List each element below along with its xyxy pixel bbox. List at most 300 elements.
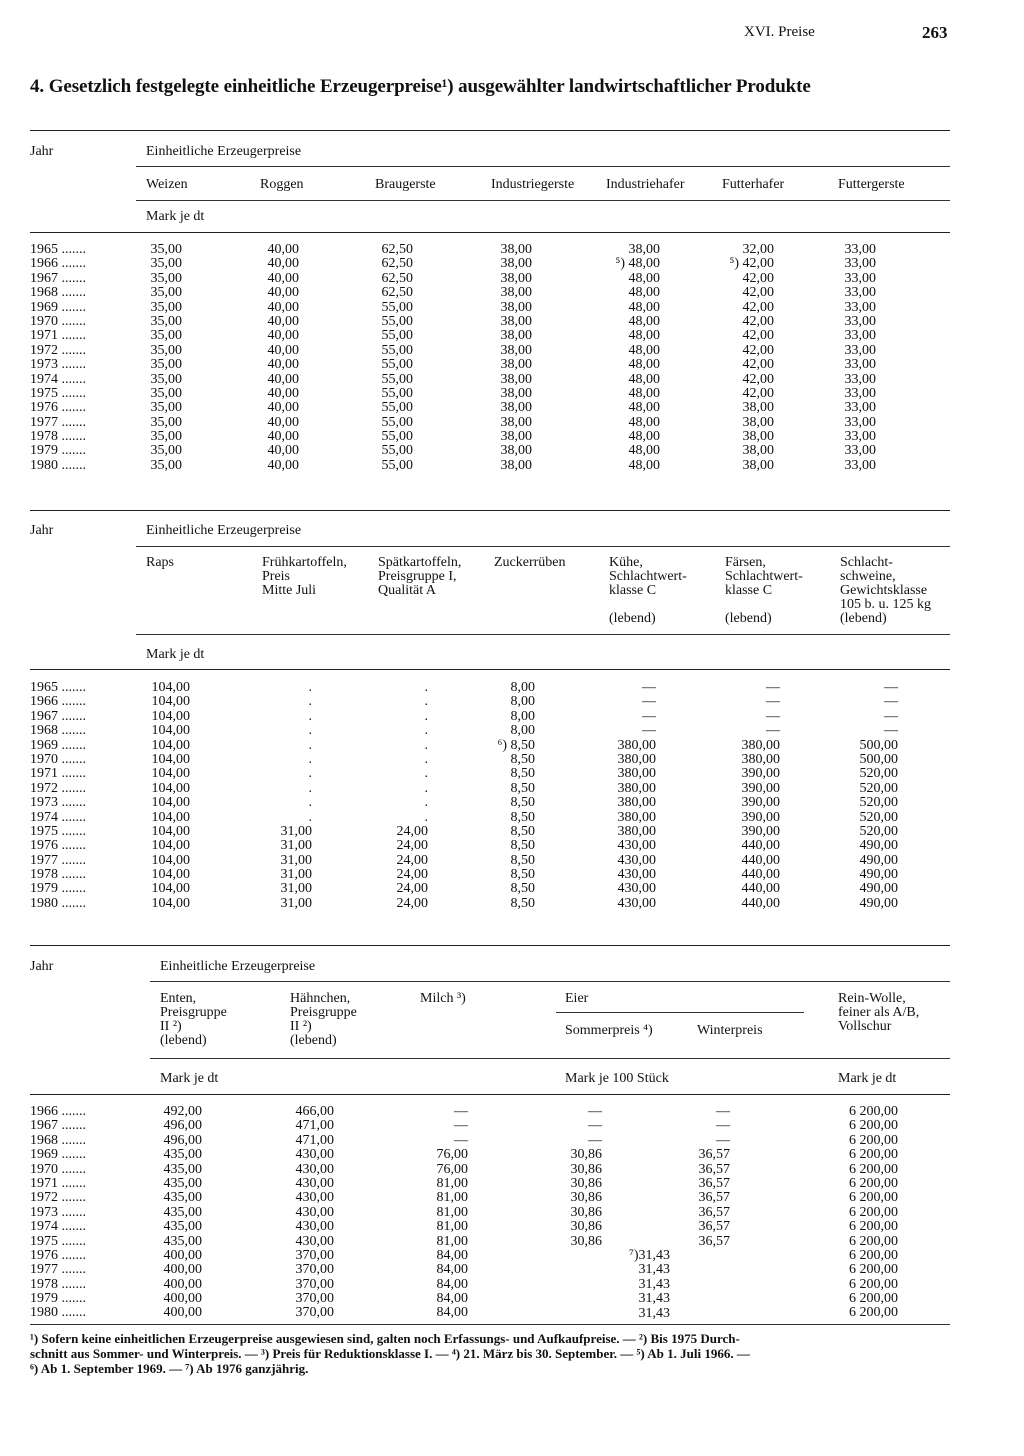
column-header: Enten, [160,991,197,1006]
column-header: Rein-Wolle, [838,991,906,1006]
table-cell: 55,00 [381,457,413,473]
table-cell: 38,00 [500,270,532,286]
table-cell: 490,00 [859,867,898,883]
table-cell: 40,00 [267,328,299,344]
column-header: klasse C [609,583,657,598]
table-cell: 520,00 [859,795,898,811]
table-cell: 35,00 [150,328,182,344]
year-column [30,681,130,911]
table-cell: 6 200,00 [849,1276,898,1292]
table-cell: 435,00 [163,1161,202,1177]
table-cell: 1975 ....... [30,385,86,401]
table-cell: 38,00 [500,256,532,272]
table-cell: 38,00 [500,414,532,430]
table-cell: 6 200,00 [849,1132,898,1148]
table-cell: — [454,1104,468,1119]
table-cell: 1980 ....... [30,457,86,473]
table-cell: 380,00 [617,751,656,767]
table-cell [686,1292,730,1306]
table-cell: 24,00 [396,895,428,911]
table-cell: 1967 ....... [30,708,86,724]
table2-year-label: Jahr [30,523,54,538]
table-cell: ⁵) 48,00 [615,256,660,272]
table-cell: 30,86 [570,1204,602,1220]
table-cell: 500,00 [859,737,898,753]
table-cell: 370,00 [295,1247,334,1263]
table-cell: 490,00 [859,838,898,854]
table-cell: 490,00 [859,881,898,897]
table-cell: 38,00 [500,285,532,301]
table-cell: 40,00 [267,400,299,416]
table-cell: 1969 ....... [30,299,86,315]
table-cell: 6 200,00 [849,1104,898,1119]
table-cell: 430,00 [295,1233,334,1249]
table-cell [686,1278,730,1292]
table-cell: 38,00 [742,457,774,473]
table-cell: 6 200,00 [849,1247,898,1263]
table-cell: 35,00 [150,299,182,315]
table-cell: 81,00 [436,1204,468,1220]
table-cell: 6 200,00 [849,1233,898,1249]
column-header: Qualität A [378,583,436,598]
table-cell: 48,00 [628,357,660,373]
table-cell: 76,00 [436,1161,468,1177]
column-header: Zuckerrüben [494,555,566,570]
table-cell: 40,00 [267,242,299,257]
table-cell: 104,00 [151,895,190,911]
table-cell [554,1249,602,1263]
table-cell: 33,00 [844,342,876,358]
table-cell: 33,00 [844,429,876,445]
running-header: XVI. Preise [744,24,815,40]
table-cell: 380,00 [617,780,656,796]
table-cell: 8,50 [510,867,535,883]
column-header: Mitte Juli [262,583,317,598]
table-cell: 42,00 [742,328,774,344]
table-cell: 42,00 [742,371,774,387]
table-cell: 1977 ....... [30,852,86,868]
year-column [30,1105,130,1321]
table-cell: 1972 ....... [30,1190,86,1206]
column-header: (lebend) [160,1033,207,1048]
table-cell: 466,00 [295,1104,334,1119]
column-header: (lebend) [290,1033,337,1048]
table-cell: 6 200,00 [849,1175,898,1191]
table-cell: 38,00 [742,414,774,430]
table-cell: 104,00 [151,694,190,710]
column-header: Frühkartoffeln, [262,555,347,570]
table2-unit: Mark je dt [146,647,205,662]
table1-col-braugerste: Braugerste [375,177,436,192]
table-cell: 496,00 [163,1132,202,1148]
table-cell: 40,00 [267,285,299,301]
table-cell: 1976 ....... [30,1247,86,1263]
table-cell: 1979 ....... [30,881,86,897]
table-cell: 38,00 [500,242,532,257]
table-cell: — [766,694,780,710]
table-cell: . [308,737,312,753]
table-cell: 1966 ....... [30,694,86,710]
table-cell: 1971 ....... [30,328,86,344]
table3-year-label: Jahr [30,959,54,974]
page-number: 263 [922,23,948,42]
table-cell: 430,00 [295,1161,334,1177]
merged-egg-price-column [600,1249,670,1321]
table-cell: 1975 ....... [30,823,86,839]
table-cell: 380,00 [617,809,656,825]
table-cell: 24,00 [396,867,428,883]
table-cell: 104,00 [151,867,190,883]
table-cell: 33,00 [844,385,876,401]
table-cell: 30,86 [570,1233,602,1249]
table-cell: . [424,680,428,695]
table-cell: 55,00 [381,371,413,387]
table-cell: 48,00 [628,414,660,430]
table-cell: 42,00 [742,313,774,329]
table-cell: 38,00 [500,400,532,416]
table-cell: 370,00 [295,1262,334,1278]
table-cell: 1980 ....... [30,1305,86,1321]
table1-col-futterhafer: Futterhafer [722,177,785,192]
table-cell: 31,00 [280,895,312,911]
table-cell: . [308,751,312,767]
table-cell: — [588,1132,602,1148]
table-cell: 55,00 [381,342,413,358]
table1-group-rule [136,166,950,167]
table-cell: . [424,737,428,753]
table-cell: 38,00 [500,429,532,445]
column-header: Preisgruppe [290,1005,357,1020]
table-cell: 370,00 [295,1305,334,1321]
table-cell: — [716,1118,730,1134]
table-cell: . [308,780,312,796]
table-cell: 435,00 [163,1175,202,1191]
table-cell: 36,57 [698,1190,730,1206]
table-cell: 490,00 [859,895,898,911]
table-cell: 1970 ....... [30,313,86,329]
table-cell: 35,00 [150,285,182,301]
value-column [262,681,312,911]
table-cell: . [424,795,428,811]
value-column [702,243,774,473]
table-cell: 24,00 [396,881,428,897]
table-cell: 1969 ....... [30,1147,86,1163]
table-cell: 435,00 [163,1204,202,1220]
table-cell: 42,00 [742,270,774,286]
table-cell: 55,00 [381,400,413,416]
table3-unit-stueck: Mark je 100 Stück [565,1071,669,1086]
table-cell: 1973 ....... [30,795,86,811]
table-cell: . [308,723,312,739]
footnote-line: ⁶) Ab 1. September 1969. — ⁷) Ab 1976 ganzjährig. [30,1361,309,1376]
table-cell: 8,50 [510,852,535,868]
table-cell: — [454,1118,468,1134]
table-cell: 35,00 [150,342,182,358]
table-cell: . [424,780,428,796]
table-cell: 38,00 [500,328,532,344]
table-cell: 1965 ....... [30,242,86,257]
table-cell: — [884,680,898,695]
footnote-rule [30,1324,950,1325]
column-header: (lebend) [609,611,656,626]
table-cell: — [642,694,656,710]
table-cell: 400,00 [163,1305,202,1321]
column-header: Preisgruppe [160,1005,227,1020]
table-cell: 24,00 [396,838,428,854]
table-cell: 48,00 [628,371,660,387]
table-cell [554,1292,602,1306]
value-column [590,243,660,473]
table-cell: 40,00 [267,429,299,445]
footnote-line: schnitt aus Sommer- und Winterpreis. — ³) Preis für Reduktionsklasse I. — ⁴) 21. März bis 30. September. — ⁵) Ab 1. Juli 1966. — [30,1346,750,1361]
table-cell: — [642,708,656,724]
table-cell: 40,00 [267,270,299,286]
table-cell: 8,00 [510,723,535,739]
value-column [282,1105,334,1321]
table-cell: 8,50 [510,895,535,911]
table-cell: 55,00 [381,299,413,315]
table-cell: 30,86 [570,1161,602,1177]
table-cell: 48,00 [628,443,660,459]
table1-unit: Mark je dt [146,209,205,224]
table-cell: 6 200,00 [849,1204,898,1220]
table-cell: 48,00 [628,313,660,329]
table-cell: 31,00 [280,881,312,897]
column-header: Spätkartoffeln, [378,555,462,570]
table-cell: 40,00 [267,371,299,387]
table-cell: 40,00 [267,357,299,373]
value-column [838,1105,898,1321]
table-cell: 390,00 [741,766,780,782]
page-title: 4. Gesetzlich festgelegte einheitliche Erzeugerpreise¹) ausgewählter landwirtschaftlicher Produkte [30,76,811,97]
table-cell: 1976 ....... [30,400,86,416]
table-cell: 33,00 [844,242,876,257]
table-cell: 33,00 [844,357,876,373]
table-cell: 42,00 [742,299,774,315]
table-cell: 38,00 [742,443,774,459]
table-cell: 38,00 [500,371,532,387]
table-cell [554,1263,602,1277]
value-column [838,243,876,473]
table-cell: 55,00 [381,385,413,401]
table-cell: 104,00 [151,766,190,782]
table-cell: 42,00 [742,385,774,401]
table-cell: 62,50 [381,270,413,286]
table-cell [554,1278,602,1292]
table-cell: 104,00 [151,881,190,897]
table-cell: 38,00 [500,299,532,315]
table-cell: 33,00 [844,285,876,301]
table-cell: 55,00 [381,414,413,430]
table-cell: 400,00 [163,1262,202,1278]
table-cell: 440,00 [741,867,780,883]
table-cell: 1974 ....... [30,1219,86,1235]
table-cell: 6 200,00 [849,1262,898,1278]
table-cell: 1966 ....... [30,256,86,272]
table-cell: 62,50 [381,285,413,301]
table-cell: 31,43 [638,1262,670,1278]
table1-header-bottom-rule [30,232,950,233]
table-cell: — [642,680,656,695]
table-cell: 430,00 [617,895,656,911]
table-cell: 33,00 [844,270,876,286]
table-cell: 35,00 [150,429,182,445]
table-cell: 35,00 [150,242,182,257]
table-cell: 8,50 [510,780,535,796]
table-cell: 6 200,00 [849,1118,898,1134]
table-cell: — [884,708,898,724]
table-cell [686,1249,730,1263]
table-cell: 430,00 [617,852,656,868]
table-cell: 35,00 [150,414,182,430]
table-cell: 38,00 [742,400,774,416]
table-cell: 8,50 [510,809,535,825]
value-column [367,243,413,473]
column-header: Raps [146,555,174,570]
column-header: klasse C [725,583,773,598]
table-cell: 48,00 [628,342,660,358]
table-cell [554,1306,602,1320]
table-cell: 1968 ....... [30,1132,86,1148]
table-cell: 48,00 [628,270,660,286]
table-cell: 48,00 [628,285,660,301]
table-cell: 6 200,00 [849,1161,898,1177]
table1-col-rule [136,200,950,201]
table-cell: 8,50 [510,795,535,811]
table-cell: 76,00 [436,1147,468,1163]
table-cell: 38,00 [500,457,532,473]
table-cell: 40,00 [267,443,299,459]
table-cell: 104,00 [151,751,190,767]
table-cell: 430,00 [617,838,656,854]
value-column [486,243,532,473]
table-cell: 30,86 [570,1147,602,1163]
table-cell: — [884,694,898,710]
table-cell: 1977 ....... [30,1262,86,1278]
table-cell: 48,00 [628,457,660,473]
table-cell: . [308,680,312,695]
table-cell: 36,57 [698,1175,730,1191]
table-cell: 38,00 [500,342,532,358]
table-cell: 48,00 [628,328,660,344]
table-cell: 1980 ....... [30,895,86,911]
table-cell: 471,00 [295,1132,334,1148]
table-cell: 8,00 [510,694,535,710]
value-column [480,681,535,911]
table-cell: 84,00 [436,1262,468,1278]
table1-col-industriegerste: Industriegerste [491,177,575,192]
table-cell: 84,00 [436,1247,468,1263]
table1-col-weizen: Weizen [146,177,188,192]
table-cell: 1978 ....... [30,1276,86,1292]
table-cell: 430,00 [295,1204,334,1220]
column-header: 105 b. u. 125 kg [840,597,931,612]
table-cell: 390,00 [741,823,780,839]
table-cell: 1977 ....... [30,414,86,430]
column-header: Kühe, [609,555,643,570]
table-cell: 31,00 [280,852,312,868]
table3-group-rule [150,981,950,982]
table3-unit-dt: Mark je dt [160,1071,219,1086]
column-header: Hähnchen, [290,991,351,1006]
column-header: Schlacht- [840,555,893,570]
table-cell: 6 200,00 [849,1147,898,1163]
table-cell: 104,00 [151,680,190,695]
table-cell: 430,00 [295,1219,334,1235]
table-cell: 33,00 [844,443,876,459]
table-cell: 440,00 [741,852,780,868]
table-cell: 40,00 [267,256,299,272]
table-cell: 430,00 [295,1147,334,1163]
table-cell: 55,00 [381,328,413,344]
table-cell: 55,00 [381,443,413,459]
table-cell: 390,00 [741,780,780,796]
table-cell: 380,00 [741,751,780,767]
table-cell: . [308,708,312,724]
table-cell: 104,00 [151,723,190,739]
table-cell: 1973 ....... [30,357,86,373]
table-cell: 8,00 [510,708,535,724]
table-cell: 30,86 [570,1219,602,1235]
table-cell: 430,00 [295,1175,334,1191]
table-cell: 35,00 [150,457,182,473]
value-column [840,681,898,911]
table3-eggs-rule [556,1012,804,1013]
value-column [146,681,190,911]
table-cell: 435,00 [163,1147,202,1163]
table-cell: 8,50 [510,881,535,897]
value-column [255,243,299,473]
column-header: Färsen, [725,555,766,570]
column-header: Sommerpreis ⁴) [565,1023,653,1038]
table-cell: 1974 ....... [30,809,86,825]
table-cell: 1967 ....... [30,270,86,286]
table-cell: 55,00 [381,313,413,329]
table-cell: 38,00 [500,313,532,329]
table1-col-futtergerste: Futtergerste [838,177,905,192]
table-cell: 435,00 [163,1219,202,1235]
table-cell: 38,00 [500,385,532,401]
table-cell: . [308,809,312,825]
table1-top-rule [30,130,950,131]
table-cell: . [424,694,428,710]
column-header: Schlachtwert- [609,569,687,584]
table-cell: 500,00 [859,751,898,767]
value-column [554,1105,602,1321]
table-cell: 38,00 [500,357,532,373]
table-cell: 33,00 [844,371,876,387]
table-cell: 8,50 [510,838,535,854]
table-cell: 31,00 [280,838,312,854]
table-cell: 35,00 [150,371,182,387]
table-cell: . [424,708,428,724]
table-cell: — [454,1132,468,1148]
table-cell: 42,00 [742,285,774,301]
table-cell: . [424,723,428,739]
table-cell: 104,00 [151,809,190,825]
table-cell: 104,00 [151,708,190,724]
table-cell: 104,00 [151,795,190,811]
value-column [686,1105,730,1321]
table3-group-label: Einheitliche Erzeugerpreise [160,959,316,974]
table-cell: 55,00 [381,357,413,373]
table-cell [686,1263,730,1277]
table-cell: . [424,809,428,825]
table-cell: 8,50 [510,823,535,839]
column-header: schweine, [840,569,896,584]
table-cell: 1969 ....... [30,737,86,753]
table-cell: 6 200,00 [849,1219,898,1235]
